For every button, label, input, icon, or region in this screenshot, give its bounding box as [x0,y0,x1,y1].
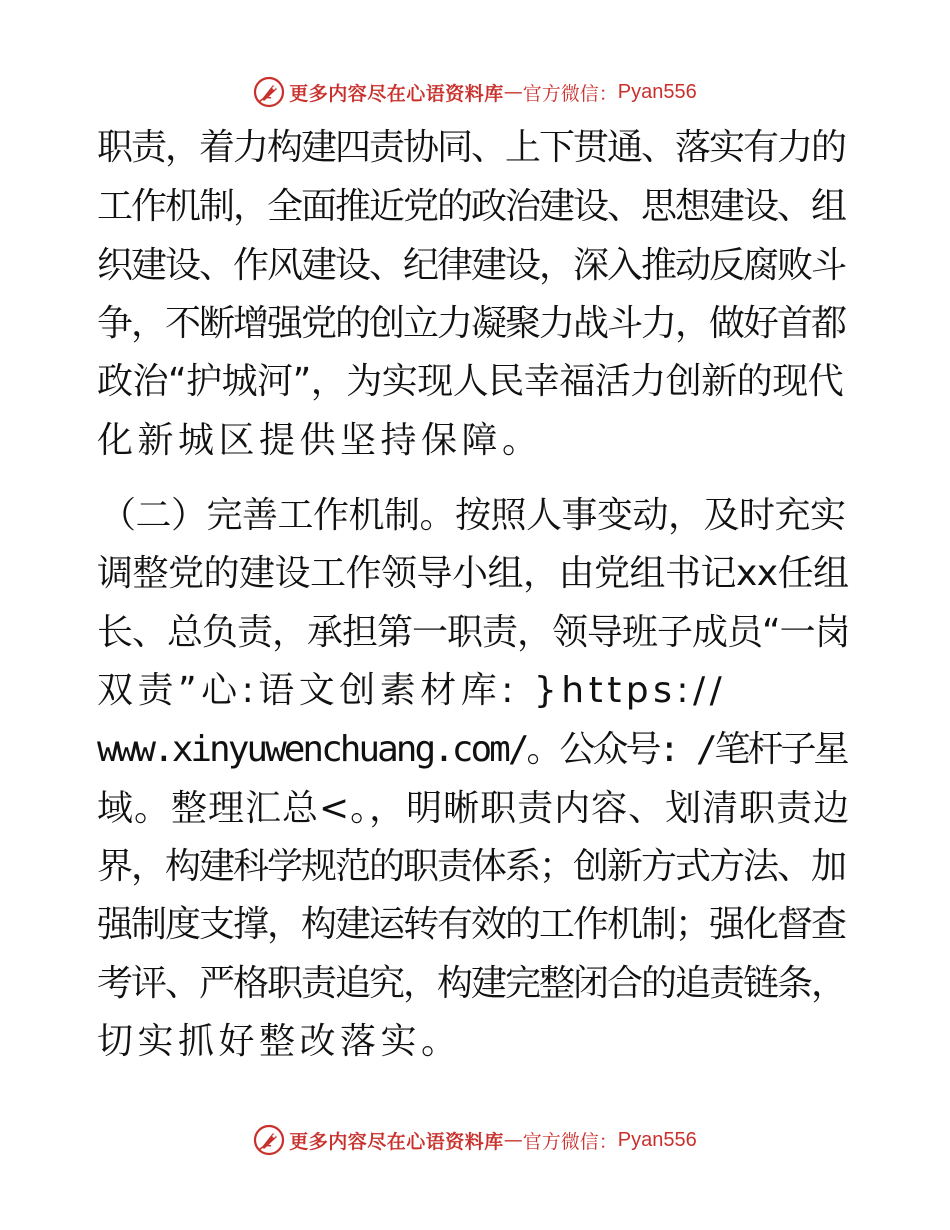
watermark-label: 官方微信： [522,1130,618,1153]
paragraph1-line-2: 工作机制，全面推近党的政治建设、思想建设、组 [97,186,846,227]
paragraph2-line-10: 切实抓好整改落实。 [97,1021,462,1062]
paragraph2-line-3: 长、总负责，承担第一职责，领导班子成员“一岗 [97,612,850,653]
paragraph1-line-4: 争，不断增强党的创立力凝聚力战斗力，做好首都 [97,303,846,344]
paragraph2-line-5: www.xinyuwenchuang.com/。公众号: /笔杆子星 [97,729,847,770]
watermark-text: 更多内容尽在心语资料库 [289,1130,504,1153]
footer-watermark [0,1120,950,1160]
paragraph1-line-3: 织建设、作风建设、纪律建设，深入推动反腐败斗 [97,245,846,286]
pen-nib-logo-icon [253,76,285,108]
paragraph2-line-9: 考评、严格职责追究，构建完整闭合的追责链条， [97,963,846,1004]
paragraph2-line-6: 域。整理汇总<。，明晰职责内容、划清职责边 [97,788,851,829]
watermark-id: Pyan556 [617,80,697,103]
paragraph1-line-6: 化新城区提供坚持保障。 [97,420,543,461]
watermark-label: 官方微信： [522,82,618,105]
header-watermark [0,72,950,112]
pen-nib-logo-icon [253,1124,285,1156]
watermark-text: 更多内容尽在心语资料库 [289,82,504,105]
paragraph2-line-4: 双责”心:语文创素材库: }https:// [97,670,727,711]
paragraph1-line-5: 政治“护城河”，为实现人民幸福活力创新的现代 [97,361,844,402]
paragraph2-line-2: 调整党的建设工作领导小组，由党组书记xx任组 [97,553,849,594]
paragraph1-line-1: 职责，着力构建四责协同、上下贯通、落实有力的 [97,127,846,168]
watermark-dash: — [503,1129,523,1151]
watermark-id: Pyan556 [617,1128,697,1151]
watermark-dash: — [503,81,523,103]
paragraph2-line-7: 界，构建科学规范的职责体系；创新方式方法、加 [97,846,846,887]
paragraph2-line-8: 强制度支撑，构建运转有效的工作机制；强化督查 [97,904,846,945]
paragraph2-line-1: （二）完善工作机制。按照人事变动，及时充实 [100,495,846,536]
